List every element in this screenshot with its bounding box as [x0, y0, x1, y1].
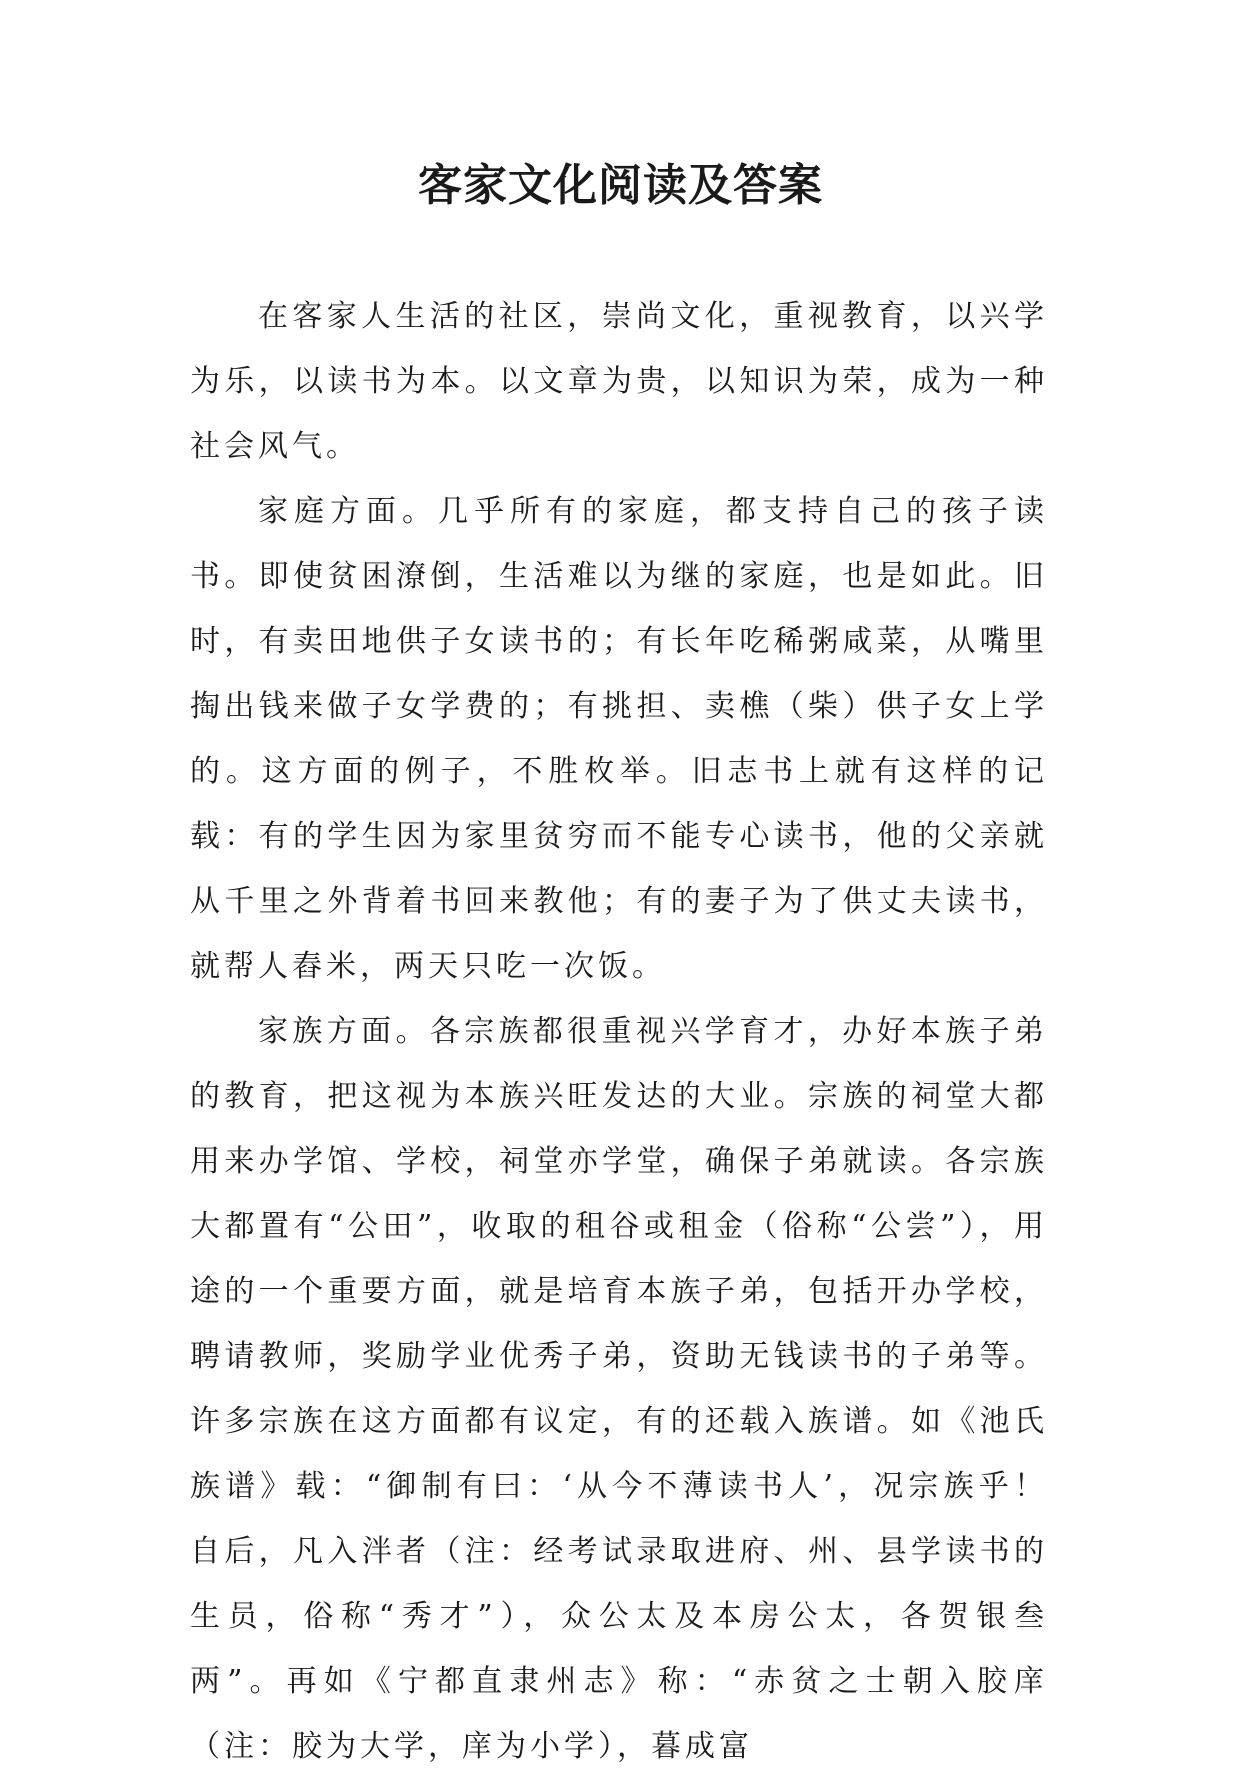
paragraph-intro: 在客家人生活的社区，崇尚文化，重视教育，以兴学为乐，以读书为本。以文章为贵，以知识为荣，成为一种社会风气。: [190, 299, 1048, 464]
paragraph-clan: 家族方面。各宗族都很重视兴学育才，办好本族子弟的教育，把这视为本族兴旺发达的大业。宗族的祠堂大都用来办学馆、学校，祠堂亦学堂，确保子弟就读。各宗族大都置有“公田”，收取的租谷或租金（俗称“公尝”），用途的一个重要方面，就是培育本族子弟，包括开办学校，聘请教师，奖励学业优秀子弟，资助无钱读书的子弟等。许多宗族在这方面都有议定，有的还载入族谱。如《池氏族谱》载：“御制有曰：‘从今不薄读书人’，况宗族乎！自后，凡入泮者（注：经考试录取进府、州、县学读书的生员，俗称“秀才”），众公太及本房公太，各贺银叁两”。再如《宁都直隶州志》称：“赤贫之士朝入胶庠（注：胶为大学，庠为小学），暮成富: [190, 1014, 1048, 1764]
paragraph-family: 家庭方面。几乎所有的家庭，都支持自己的孩子读书。即使贫困潦倒，生活难以为继的家庭，也是如此。旧时，有卖田地供子女读书的；有长年吃稀粥咸菜，从嘴里掏出钱来做子女学费的；有挑担、卖樵（柴）供子女上学的。这方面的例子，不胜枚举。旧志书上就有这样的记载：有的学生因为家里贫穷而不能专心读书，他的父亲就从千里之外背着书回来教他；有的妻子为了供丈夫读书，就帮人舂米，两天只吃一次饭。: [190, 494, 1048, 984]
article-body: [190, 284, 1048, 1779]
page-title: 客家文化阅读及答案: [418, 160, 823, 211]
